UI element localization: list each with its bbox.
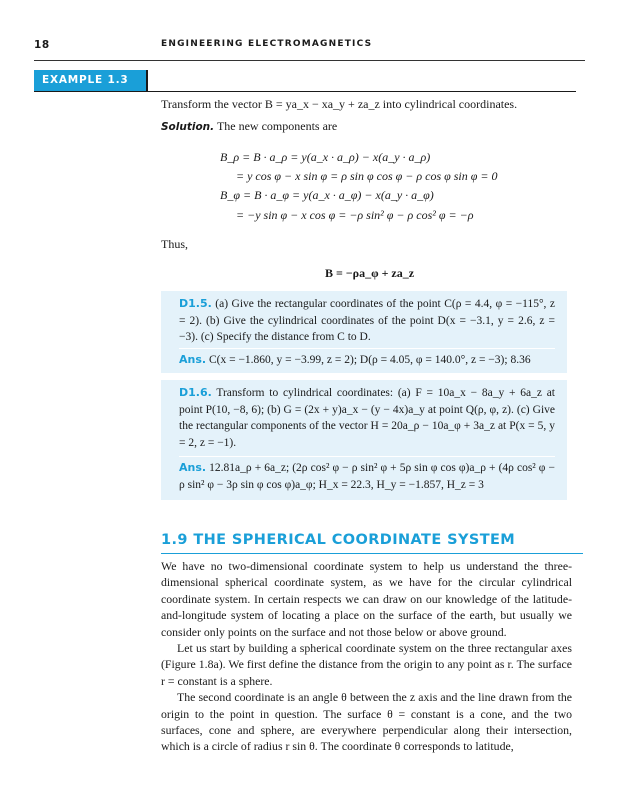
drill-d1-6-text (179, 385, 555, 451)
equation-b-phi: B_φ = B · a_φ = y(a_x · a_φ) − x(a_y · a_φ) (220, 188, 434, 202)
section-heading: 1.9 THE SPHERICAL COORDINATE SYSTEM (161, 532, 516, 548)
drill-d1-6-question: Transform to cylindrical coordinates: (a) F = 10a_x − 8a_y + 6a_z at point P(10, −8, 6); (b) G = (2x + y)a_x − (y − 4x)a_y at point Q(ρ, φ, z). (c) Give the rectangular components of the vector H = 20a_ρ − 10a_φ + 3a_z at P(x = 5, y = 2, z = −1). (179, 387, 555, 449)
equation-b-rho-result: = y cos φ − x sin φ = ρ sin φ cos φ − ρ cos φ sin φ = 0 (236, 169, 498, 183)
thus-text: Thus, (161, 237, 188, 251)
drill-d1-5-label: D1.5. (179, 297, 212, 310)
header-rule (34, 60, 585, 61)
drill-d1-6-label: D1.6. (179, 386, 212, 399)
drill-d1-5-answer (179, 352, 555, 369)
drill-d1-5-ans-text: C(x = −1.860, y = −3.99, z = 2); D(ρ = 4.05, φ = 140.0°, z = −3); 8.36 (208, 354, 531, 366)
example-divider-vertical (146, 70, 148, 91)
drill-d1-6-box (161, 380, 567, 500)
example-result: B = −ρa_φ + za_z (325, 266, 415, 280)
drill-d1-5-question: (a) Give the rectangular coordinates of the point C(ρ = 4.4, φ = −115°, z = 2). (b) Give the cylindrical coordinates of the point D(x = −3.1, y = 2.6, z = −3). (c) Specify the distance from C to D. (179, 298, 556, 343)
drill-d1-6-separator (179, 456, 555, 457)
section-paragraph-1: We have no two-dimensional coordinate system to help us understand the three-dimensional spherical coordinate system, as we have for the circular cylindrical coordinate system. In certain respects we can draw on our knowledge of the latitude-and-longitude system of locating a place on the surface of the earth, but usually we consider only points on the surface and not those below or above ground. (161, 559, 572, 639)
drill-d1-5-text (179, 296, 555, 346)
example-label: EXAMPLE 1.3 (42, 74, 129, 86)
page-number: 18 (34, 39, 50, 51)
drill-d1-5-box (161, 291, 567, 373)
solution-line (161, 118, 337, 136)
drill-d1-5-separator (179, 348, 555, 349)
drill-d1-6-answer (179, 460, 555, 493)
example-statement: Transform the vector B = ya_x − xa_y + za_z into cylindrical coordinates. (161, 97, 518, 111)
section-rule (161, 553, 583, 554)
drill-d1-6-ans-label: Ans. (179, 461, 207, 474)
drill-d1-5-ans-label: Ans. (179, 353, 207, 366)
drill-d1-6-ans-text: 12.81a_ρ + 6a_z; (2ρ cos² φ − ρ sin² φ + 5ρ sin φ cos φ)a_ρ + (4ρ cos² φ − ρ sin² φ − 3ρ sin φ cos φ)a_φ; H_x = 22.3, H_y = −1.857, H_z = 3 (179, 462, 556, 491)
section-paragraph-3: The second coordinate is an angle θ between the z axis and the line drawn from the origin to the point in question. The surface θ = constant is a cone, and the two surfaces, cone and sphere, are everywhere perpendicular along their intersection, which is a circle of radius r sin θ. The coordinate θ corresponds to latitude, (161, 690, 572, 754)
example-label-box (34, 70, 146, 91)
section-body (161, 558, 572, 755)
equation-b-phi-result: = −y sin φ − x cos φ = −ρ sin² φ − ρ cos² φ = −ρ (236, 208, 474, 222)
section-paragraph-2: Let us start by building a spherical coordinate system on the three rectangular axes (Figure 1.8a). We first define the distance from the origin to any point as r. The surface r = constant is a sphere. (161, 641, 572, 688)
example-divider-horizontal (34, 91, 576, 92)
equation-b-rho: B_ρ = B · a_ρ = y(a_x · a_ρ) − x(a_y · a_ρ) (220, 150, 431, 164)
solution-text: The new components are (216, 119, 338, 133)
solution-label: Solution. (161, 121, 215, 133)
running-title: ENGINEERING ELECTROMAGNETICS (161, 39, 373, 49)
